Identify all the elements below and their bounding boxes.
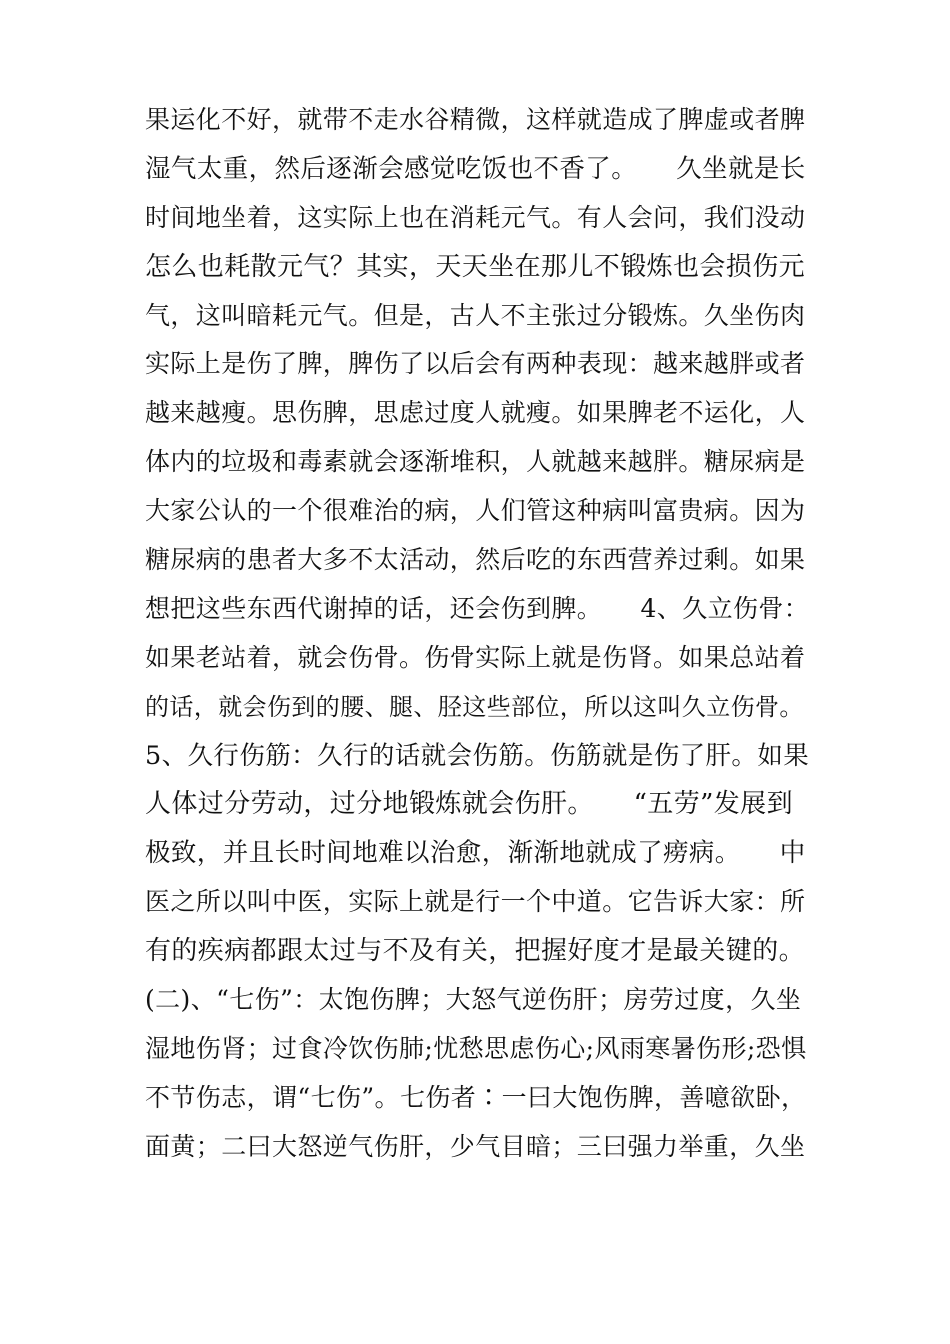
text-line-2: 湿气太重，然后逐渐会感觉吃饭也不香了。 久坐就是长 [145,153,806,184]
text-line-9: 大家公认的一个很难治的病，人们管这种病叫富贵病。因为 [145,496,806,526]
text-line-3: 时间地坐着，这实际上也在消耗元气。有人会问，我们没动 [145,202,806,232]
text-line-14: 5、久行伤筋：久行的话就会伤筋。伤筋就是伤了肝。如果 [145,740,810,771]
text-line-8: 体内的垃圾和毒素就会逐渐堆积，人就越来越胖。糖尿病是 [145,447,806,477]
text-line-4: 怎么也耗散元气？其实，天天坐在那儿不锻炼也会损伤元 [145,251,806,282]
text-line-19: (二)、“七伤”：太饱伤脾；大怒气逆伤肝；房劳过度，久坐 [145,985,802,1015]
text-line-1: 果运化不好，就带不走水谷精微，这样就造成了脾虚或者脾 [145,105,806,134]
text-line-22: 面黄；二曰大怒逆气伤肝，少气目暗；三曰强力举重，久坐 [145,1131,806,1161]
text-line-15: 人体过分劳动，过分地锻炼就会伤肝。 “五劳”发展到 [145,789,793,820]
body-text [145,96,810,1172]
text-line-13: 的话，就会伤到的腰、腿、胫这些部位，所以这叫久立伤骨。 [145,692,804,721]
text-line-20: 湿地伤肾；过食冷饮伤肺;忧愁思虑伤心;风雨寒暑伤形;恐惧 [145,1033,807,1063]
text-line-6: 实际上是伤了脾，脾伤了以后会有两种表现：越来越胖或者 [145,349,806,379]
text-line-18: 有的疾病都跟太过与不及有关，把握好度才是最关键的。 [145,936,806,967]
text-line-17: 医之所以叫中医，实际上就是行一个中道。它告诉大家：所 [145,887,806,917]
text-line-11: 想把这些东西代谢掉的话，还会伤到脾。 4、久立伤骨： [145,593,810,623]
text-line-16: 极致，并且长时间地难以治愈，渐渐地就成了痨病。 中 [145,838,806,869]
text-line-7: 越来越瘦。思伤脾，思虑过度人就瘦。如果脾老不运化，人 [145,398,806,428]
text-line-12: 如果老站着，就会伤骨。伤骨实际上就是伤肾。如果总站着 [145,642,806,672]
text-line-21: 不节伤志，谓“七伤”。七伤者∶一曰大饱伤脾，善噫欲卧， [145,1082,807,1112]
text-line-5: 气，这叫暗耗元气。但是，古人不主张过分锻炼。久坐伤肉 [145,300,806,330]
text-line-10: 糖尿病的患者大多不太活动，然后吃的东西营养过剩。如果 [145,545,806,575]
